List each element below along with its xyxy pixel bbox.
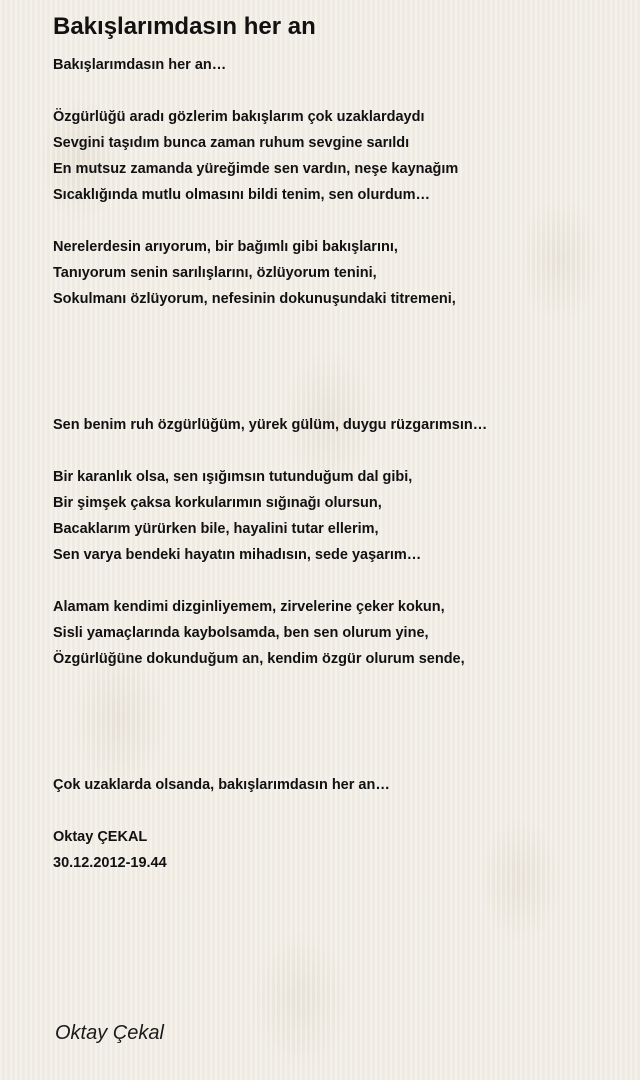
- poem-line: Çok uzaklarda olsanda, bakışlarımdasın her an…: [53, 777, 390, 793]
- poem-line: Tanıyorum senin sarılışlarını, özlüyorum tenini,: [53, 265, 377, 281]
- author-signature: Oktay Çekal: [55, 1022, 164, 1044]
- poem-line: En mutsuz zamanda yüreğimde sen vardın, neşe kaynağım: [53, 161, 459, 177]
- poem-subtitle: Bakışlarımdasın her an…: [53, 57, 227, 73]
- poem-line: Sen benim ruh özgürlüğüm, yürek gülüm, duygu rüzgarımsın…: [53, 417, 488, 433]
- poem-title: Bakışlarımdasın her an: [53, 13, 316, 40]
- poem-line: Sisli yamaçlarında kaybolsamda, ben sen olurum yine,: [53, 625, 429, 641]
- poem-line: Nerelerdesin arıyorum, bir bağımlı gibi bakışlarını,: [53, 239, 398, 255]
- poem-line: Alamam kendimi dizginliyemem, zirvelerine çeker kokun,: [53, 599, 445, 615]
- poem-line: Sokulmanı özlüyorum, nefesinin dokunuşundaki titremeni,: [53, 291, 456, 307]
- poem-line: Bacaklarım yürürken bile, hayalini tutar ellerim,: [53, 521, 379, 537]
- poem-line: Özgürlüğü aradı gözlerim bakışlarım çok uzaklardaydı: [53, 109, 425, 125]
- poem-line: Bir karanlık olsa, sen ışığımsın tutunduğum dal gibi,: [53, 469, 413, 485]
- poem-line: Sevgini taşıdım bunca zaman ruhum sevgine sarıldı: [53, 135, 410, 151]
- poem-line: Özgürlüğüne dokunduğum an, kendim özgür olurum sende,: [53, 651, 465, 667]
- poem-date: 30.12.2012-19.44: [53, 855, 167, 871]
- poem-line: Sıcaklığında mutlu olmasını bildi tenim, sen olurdum…: [53, 187, 431, 203]
- poem-author: Oktay ÇEKAL: [53, 829, 148, 845]
- poem-line: Bir şimşek çaksa korkularımın sığınağı olursun,: [53, 495, 382, 511]
- poem-line: Sen varya bendeki hayatın mihadısın, sede yaşarım…: [53, 547, 422, 563]
